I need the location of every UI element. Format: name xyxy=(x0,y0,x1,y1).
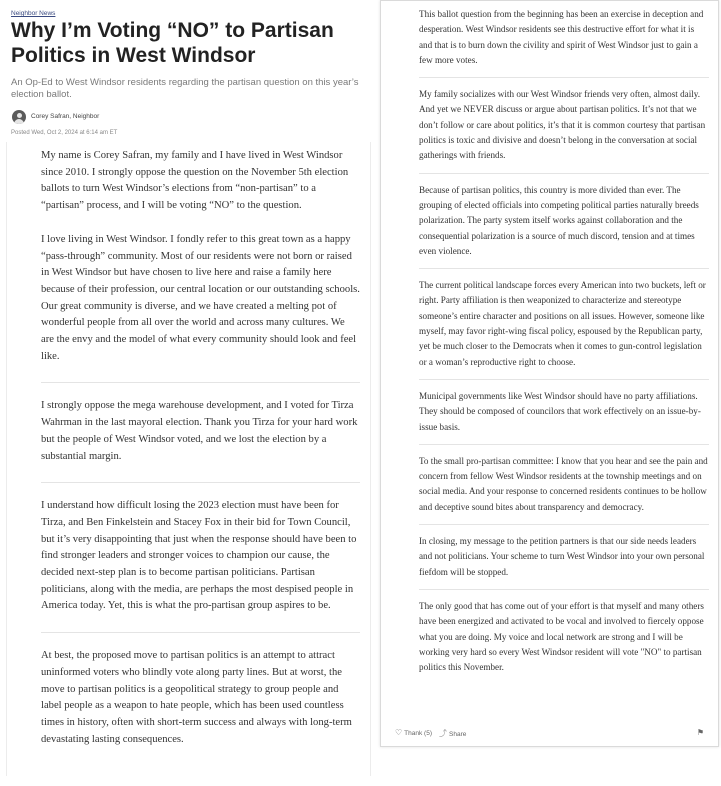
thank-button[interactable] xyxy=(395,728,432,737)
article-paragraph: At best, the proposed move to partisan politics is an attempt to attract uninformed voters who blindly vote along party lines. But at worst, the move to partisan politics is a geopolitical strategy to group people and label people as a weapon to hate people, which has been used countless times in history, often with short-term success and always with long-term devastating lasting consequences. xyxy=(41,650,352,745)
article-paragraph: I strongly oppose the mega warehouse development, and I voted for Tirza Wahrman in the last mayoral election. Thank you Tirza for your hard work but the people of West Windsor voted, and we lost the election by a substantial margin. xyxy=(41,400,358,462)
article-right-column xyxy=(380,0,719,747)
flag-icon: ⚑ xyxy=(696,728,704,737)
article-paragraph: The current political landscape forces every American into two buckets, left or right. Party affiliation is then weaponized to characterize and stereotype someone’s entire character and positions on all issues. However, someone like myself, may favor right-wing fiscal policy, espoused by the Republican party, yet be much closer to the Democrats when it comes to gun-control legislation or a woman’s reproductive right to choose. xyxy=(419,280,706,367)
paragraph-divider xyxy=(419,524,709,525)
paragraph-divider xyxy=(419,77,709,78)
paragraph-divider xyxy=(419,379,709,380)
article-footer xyxy=(395,728,708,740)
share-icon: ⤴ xyxy=(439,729,447,738)
article-paragraph: To the small pro-partisan committee: I know that you hear and see the pain and concern from fellow West Windsor residents at the township meetings and on social media. And your response to concerned residents continues to be hollow and deceptive sound bites about transparency and democracy. xyxy=(419,455,708,512)
article-body-right xyxy=(419,7,709,684)
article-paragraph: The only good that has come out of your effort is that myself and many others have been energized and activated to be vocal and involved to fiercely oppose what you are doing. My voice and local network are strong and I will be working very hard so every West Windsor resident will vote "NO" to partisan politics this November. xyxy=(419,600,704,673)
article-body-left xyxy=(41,148,360,765)
article-title: Why I’m Voting “NO” to Partisan Politics in West Windsor xyxy=(11,19,334,67)
article-paragraph: My name is Corey Safran, my family and I have lived in West Windsor since 2010. I strongly oppose the question on the November 5th election ballots to turn West Windsor’s elections from “non-partisan” to a “partisan” process, and I will be voting “NO” to the question. xyxy=(41,150,349,212)
article-paragraph: In closing, my message to the petition partners is that our side needs leaders and not politicians. Your scheme to turn West Windsor into your own personal fiefdom will be stopped. xyxy=(419,536,705,577)
paragraph-divider xyxy=(419,173,709,174)
article-paragraph: This ballot question from the beginning has been an exercise in deception and desperation. West Windsor residents see this destructive effort for what it is and that is to burn down the civility and spirit of West Windsor just to gain a few more votes. xyxy=(419,9,704,65)
share-button[interactable] xyxy=(439,728,466,739)
paragraph-divider xyxy=(419,444,709,445)
share-label: Share xyxy=(449,731,467,738)
thank-label: Thank (5) xyxy=(404,730,432,737)
article-paragraph: I understand how difficult losing the 2023 election must have been for Tirza, and Ben Finkelstein and Stacey Fox in their bid for Town Council, but it’s very disappointing that just when the response should have been to find stronger leaders and stronger voices to champion our cause, the decided next-step plan is to become partisan politicians. Partisan politicians, along with the media, are perhaps the most despised people in America today. Yet, this is what the pro-partisan group aspires to be. xyxy=(41,500,357,612)
paragraph-divider xyxy=(419,589,709,590)
posted-date: Posted Wed, Oct 2, 2024 at 6:14 am ET xyxy=(11,130,118,136)
article-paragraph: Municipal governments like West Windsor should have no party affiliations. They should be composed of councilors that work effectively on an issue-by-issue basis. xyxy=(419,390,701,432)
heart-icon: ♡ xyxy=(395,728,403,737)
category-tag-link[interactable]: Neighbor News xyxy=(11,10,56,17)
column-divider xyxy=(370,142,371,776)
article-subtitle: An Op-Ed to West Windsor residents regarding the partisan question on this year’s election ballot. xyxy=(11,77,359,100)
article-paragraph: My family socializes with our West Windsor friends very often, almost daily. And yet we NEVER discuss or argue about partisan politics. It’s not that we don’t follow or care about politics, it’s that it is common courtesy that partisan politics is toxic and divisive and doesn’t belong in the conversation at social gatherings with friends. xyxy=(419,89,706,161)
paragraph-divider xyxy=(41,632,360,633)
article-paragraph: Because of partisan politics, this country is more divided than ever. The grouping of elected officials into competing political parties naturally breeds polarization. The party system itself works against collaboration and the consequential polarization is a source of much discord, tension and at times even violence. xyxy=(419,184,699,256)
flag-button[interactable] xyxy=(697,728,706,737)
author-avatar[interactable] xyxy=(12,110,26,124)
paragraph-divider xyxy=(419,268,709,269)
paragraph-divider xyxy=(41,482,360,483)
paragraph-divider xyxy=(41,382,360,383)
author-name[interactable]: Corey Safran, Neighbor xyxy=(31,113,100,120)
article-paragraph: I love living in West Windsor. I fondly refer to this great town as a happy “pass-through” community. Most of our residents were not born or raised in West Windsor but have chosen to live here and raise a family here because of their profession, our central location or our outstanding schools. Our great community is diverse, and we have created a melting pot of wonderful people from all over the world and across many cultures. We are the envy and the model of what every community should look and feel like. xyxy=(41,233,360,362)
column-divider xyxy=(6,142,7,776)
